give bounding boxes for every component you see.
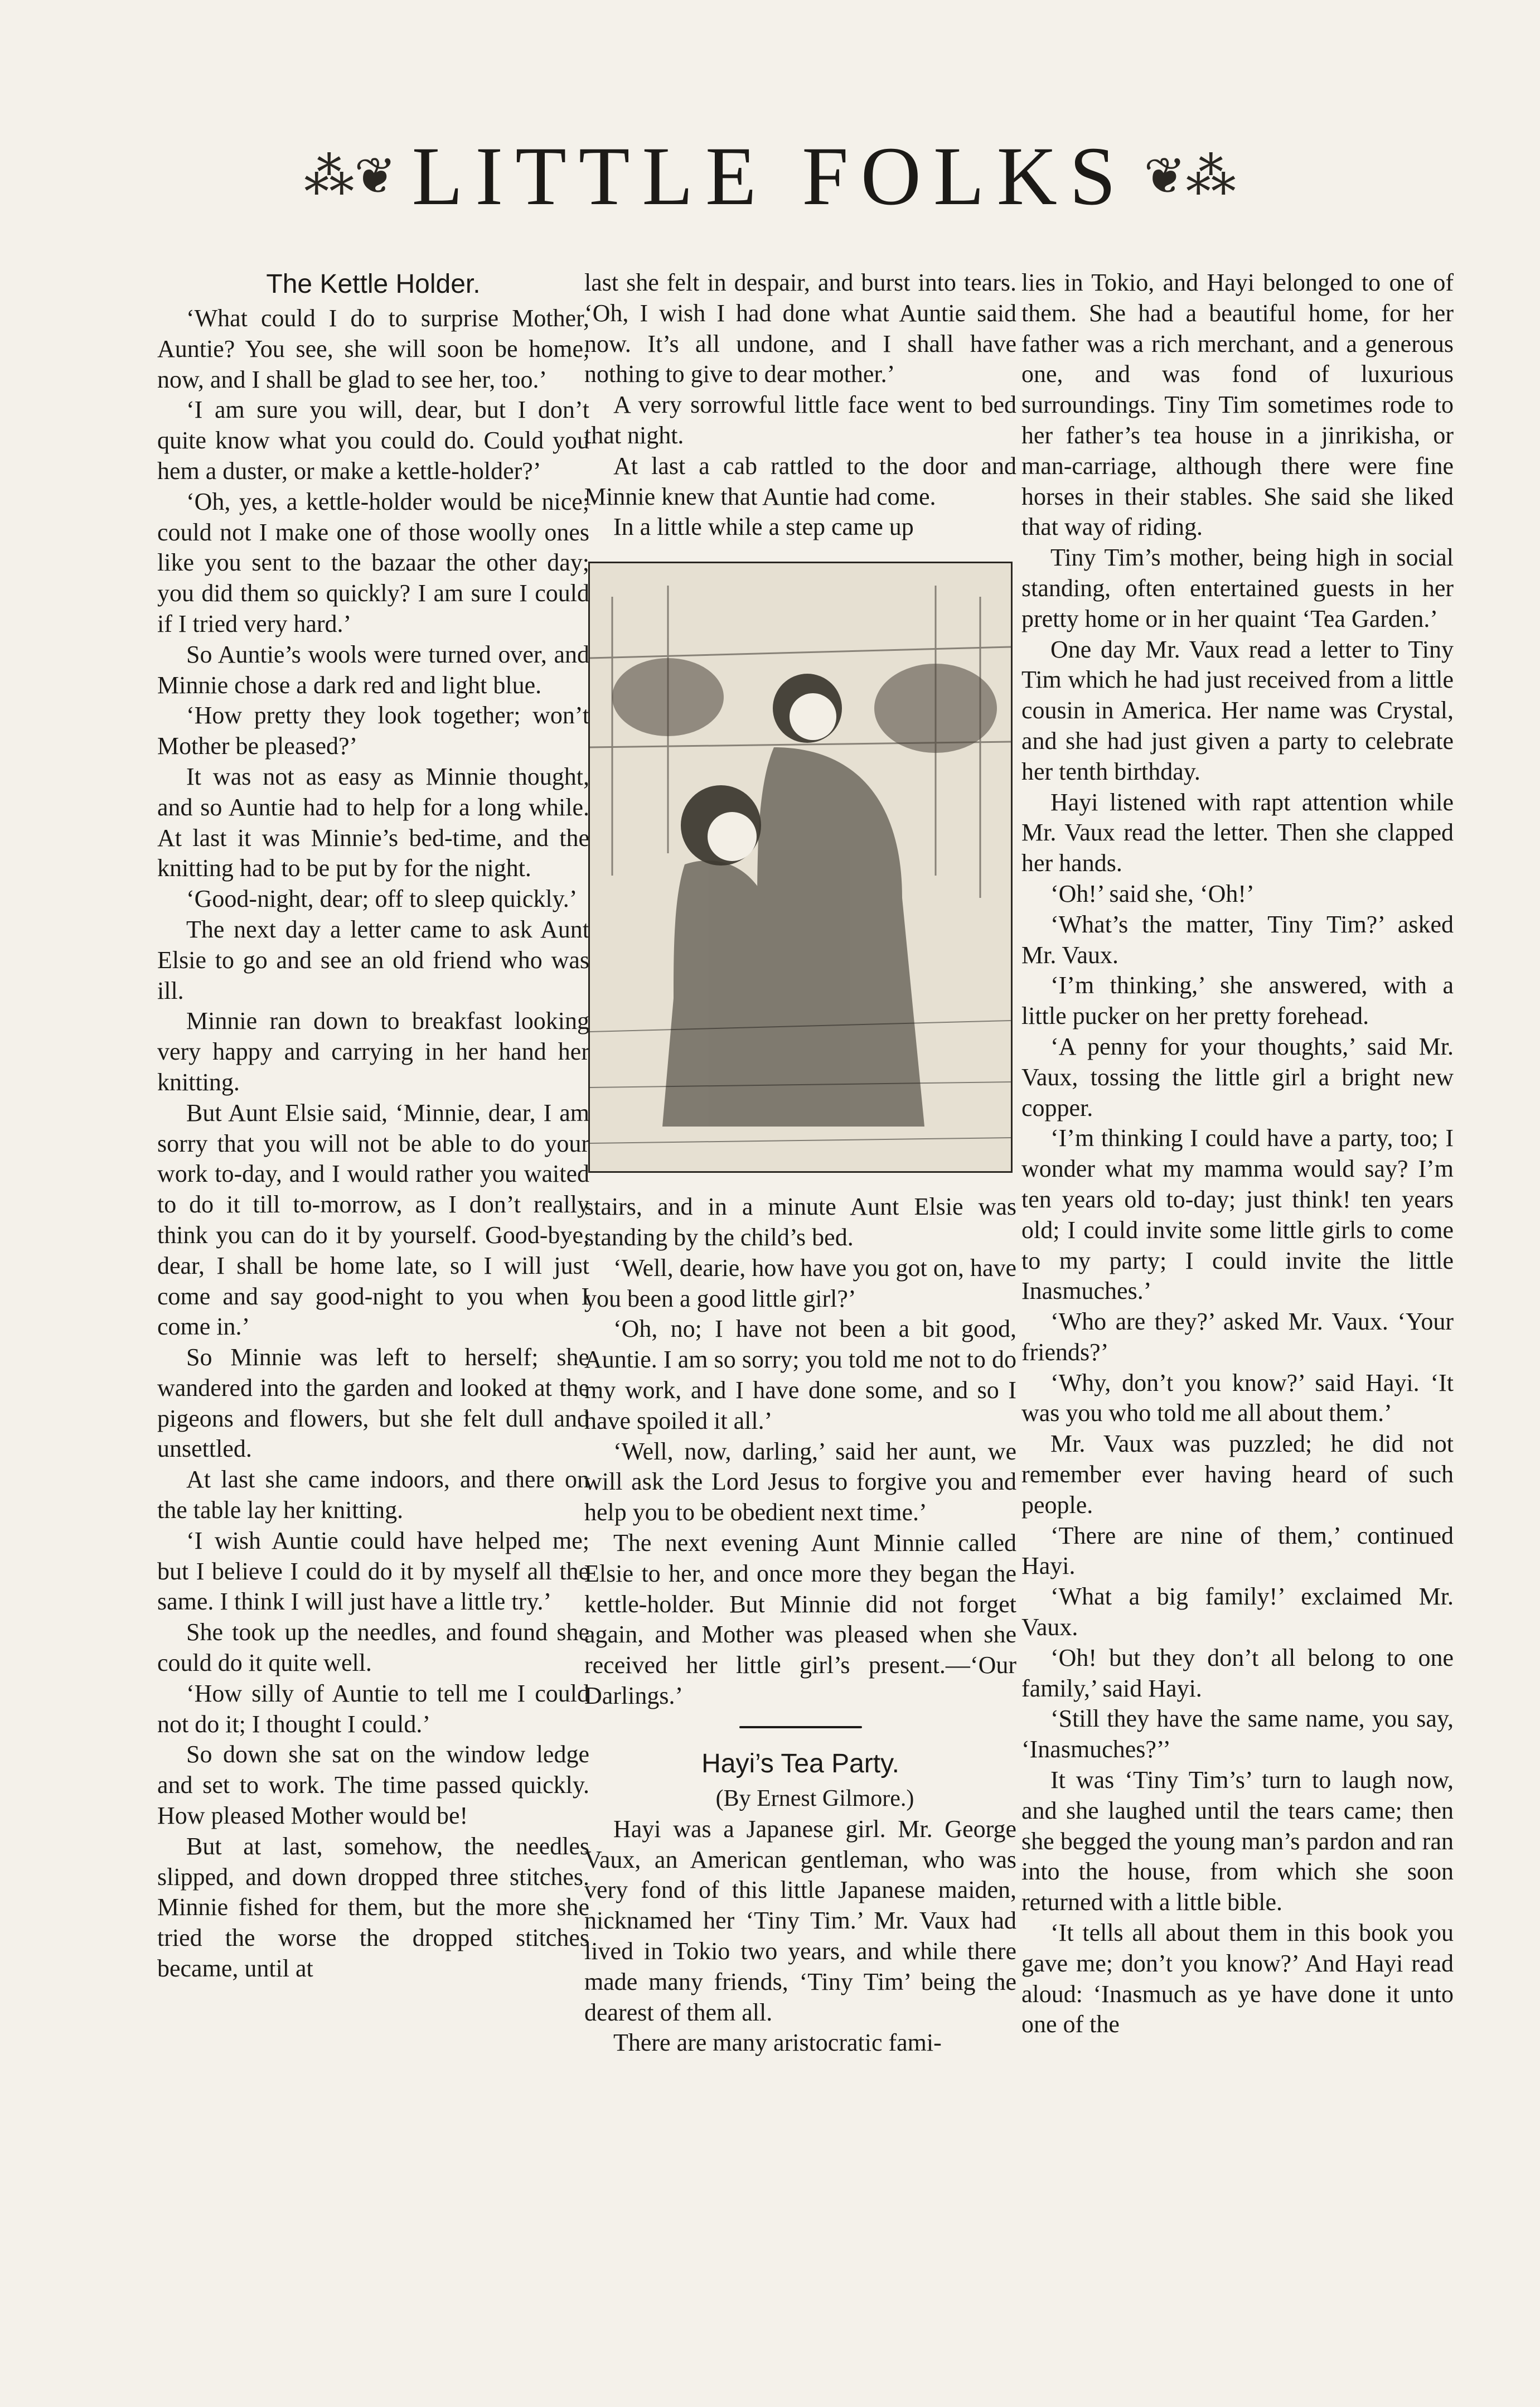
paragraph: ‘What’s the matter, Tiny Tim?’ asked Mr. Vaux. — [1021, 910, 1454, 969]
paragraph: ‘Oh, no; I have not been a bit good, Auntie. I am so sorry; you told me not to do my work, and I have done some, and so I have spoiled it all.’ — [584, 1315, 1016, 1434]
paragraph: But Aunt Elsie said, ‘Minnie, dear, I am sorry that you will not be able to do your work to-day, and I would rather you waited to do it till to-morrow, as I don’t really think you can do it by yourself. Good-bye, dear, I shall be home late, so I will just come and say good-night to you when I come in.’ — [157, 1099, 589, 1341]
paragraph: It was ‘Tiny Tim’s’ turn to laugh now, and she laughed until the tears came; then she begged the young man’s pardon and ran into the house, from which she soon returned with a little bible. — [1021, 1766, 1454, 1916]
paragraph: At last a cab rattled to the door and Minnie knew that Auntie had come. — [584, 452, 1016, 510]
paragraph: ‘Good-night, dear; off to sleep quickly.’ — [186, 885, 578, 913]
paragraph: ‘Why, don’t you know?’ said Hayi. ‘It was you who told me all about them.’ — [1021, 1369, 1454, 1427]
masthead — [0, 128, 1540, 240]
paragraph: ‘How pretty they look together; won’t Mother be pleased?’ — [157, 702, 589, 760]
paragraph: ‘Who are they?’ asked Mr. Vaux. ‘Your friends?’ — [1021, 1308, 1454, 1366]
paragraph: A very sorrowful little face went to bed that night. — [584, 391, 1016, 449]
paragraph: ‘Well, dearie, how have you got on, have you been a good little girl?’ — [584, 1254, 1016, 1312]
story-byline: (By Ernest Gilmore.) — [715, 1785, 914, 1811]
paragraph: ‘There are nine of them,’ continued Hayi. — [1021, 1521, 1454, 1580]
column-3 — [1021, 268, 1454, 2040]
masthead-ornament-right: ❦⁂ — [1144, 149, 1236, 205]
paragraph: Minnie ran down to breakfast looking very happy and carrying in her hand her knitting. — [157, 1007, 589, 1096]
paragraph: ‘What a big family!’ exclaimed Mr. Vaux. — [1021, 1583, 1454, 1641]
column-1 — [157, 268, 589, 1984]
masthead-ornament-left: ⁂❦ — [304, 149, 396, 205]
paragraph: ‘Oh!’ said she, ‘Oh!’ — [1050, 879, 1255, 907]
paragraph: ‘A penny for your thoughts,’ said Mr. Vaux, tossing the little girl a bright new copper. — [1021, 1032, 1454, 1122]
paragraph: ‘I wish Auntie could have helped me; but I believe I could do it by myself all the same. I think I will just have a little try.’ — [157, 1526, 589, 1616]
paragraph: The next day a letter came to ask Aunt Elsie to go and see an old friend who was ill. — [157, 915, 589, 1004]
column-2 — [584, 268, 1016, 2058]
paragraph: It was not as easy as Minnie thought, and so Auntie had to help for a long while. At last it was Minnie’s bed-time, and the knitting had to be put by for the night. — [157, 762, 589, 882]
paragraph: So down she sat on the window ledge and set to work. The time passed quickly. How pleased Mother would be! — [157, 1741, 589, 1830]
paragraph: ‘Still they have the same name, you say, ‘Inasmuches?’’ — [1021, 1705, 1454, 1763]
paragraph: Hayi was a Japanese girl. Mr. George Vaux, an American gentleman, who was very fond of this little Japanese maiden, nicknamed her ‘Tiny Tim.’ Mr. Vaux had lived in Tokio two years, and while there made many friends, ‘Tiny Tim’ being the dearest of them all. — [584, 1815, 1016, 2026]
paragraph: She took up the needles, and found she could do it quite well. — [157, 1618, 589, 1677]
engraving-illustration — [588, 562, 1013, 1173]
paragraph: Tiny Tim’s mother, being high in social standing, often entertained guests in her pretty home or in her quaint ‘Tea Garden.’ — [1021, 544, 1454, 632]
paragraph: So Minnie was left to herself; she wandered into the garden and looked at the pigeons and flowers, but she felt dull and unsettled. — [157, 1343, 589, 1463]
section-divider — [739, 1726, 862, 1728]
paragraph: ‘Well, now, darling,’ said her aunt, we will ask the Lord Jesus to forgive you and help you to be obedient next time.’ — [584, 1437, 1016, 1526]
paragraph: At last she came indoors, and there on the table lay her knitting. — [157, 1466, 589, 1524]
paragraph: ‘What could I do to surprise Mother, Auntie? You see, she will soon be home, now, and I shall be glad to see her, too.’ — [157, 304, 589, 393]
paragraph: ‘I’m thinking,’ she answered, with a little pucker on her pretty forehead. — [1021, 972, 1454, 1030]
paragraph: Mr. Vaux was puzzled; he did not remember ever having heard of such people. — [1021, 1430, 1454, 1519]
paragraph: So Auntie’s wools were turned over, and Minnie chose a dark red and light blue. — [157, 640, 589, 699]
paragraph: But at last, somehow, the needles slipped, and down dropped three stitches. Minnie fished for them, but the more she tried the worse the dropped stitches became, until at — [157, 1832, 589, 1983]
paragraph: In a little while a step came up — [613, 513, 914, 541]
paragraph-continuation: lies in Tokio, and Hayi belonged to one of them. She had a beautiful home, for her father was a rich merchant, and a generous one, and was fond of luxurious surroundings. Tiny Tim sometimes rode to her father’s tea house in a jinrikisha, or man-carriage, although there were fine horses in their stables. She said she liked that way of riding. — [1021, 269, 1454, 541]
paragraph: There are many aristocratic fami- — [613, 2029, 942, 2057]
paragraph: ‘How silly of Auntie to tell me I could not do it; I thought I could.’ — [157, 1679, 589, 1738]
paragraph-continuation: stairs, and in a minute Aunt Elsie was standing by the child’s bed. — [584, 1193, 1016, 1251]
paragraph-continuation: last she felt in despair, and burst into tears. ‘Oh, I wish I had done what Auntie said now. It’s all undone, and I shall have nothing to give to dear mother.’ — [584, 269, 1016, 388]
paragraph: ‘I am sure you will, dear, but I don’t quite know what you could do. Could you hem a duster, or make a kettle-holder?’ — [157, 396, 589, 485]
paragraph: The next evening Aunt Minnie called Elsie to her, and once more they began the kettle-holder. But Minnie did not forget again, and Mother was pleased when she received her little girl’s present.—‘Our Darlings.’ — [584, 1529, 1016, 1709]
paragraph: ‘I’m thinking I could have a party, too; I wonder what my mamma would say? I’m ten years old to-day; just think! ten years old; I could invite some little girls to come to my party; I could invite the little Inasmuches.’ — [1021, 1124, 1454, 1305]
paragraph: ‘Oh! but they don’t all belong to one family,’ said Hayi. — [1021, 1644, 1454, 1702]
paragraph: Hayi listened with rapt attention while Mr. Vaux read the letter. Then she clapped her hands. — [1021, 788, 1454, 877]
story-title-hayis-tea-party: Hayi’s Tea Party. — [701, 1748, 899, 1778]
paragraph: ‘It tells all about them in this book you gave me; don’t you know?’ And Hayi read aloud: ‘Inasmuch as ye have done it unto one of the — [1021, 1919, 1454, 2038]
story-title-kettle-holder: The Kettle Holder. — [266, 269, 481, 299]
paragraph: ‘Oh, yes, a kettle-holder would be nice; could not I make one of those woolly ones like you sent to the bazaar the other day; you did them so quickly? I am sure I could if I tried very hard.’ — [157, 487, 589, 637]
masthead-title: LITTLE FOLKS — [411, 130, 1129, 223]
paragraph: One day Mr. Vaux read a letter to Tiny Tim which he had just received from a little cousin in America. Her name was Crystal, and she had just given a party to celebrate her tenth birthday. — [1021, 635, 1454, 785]
